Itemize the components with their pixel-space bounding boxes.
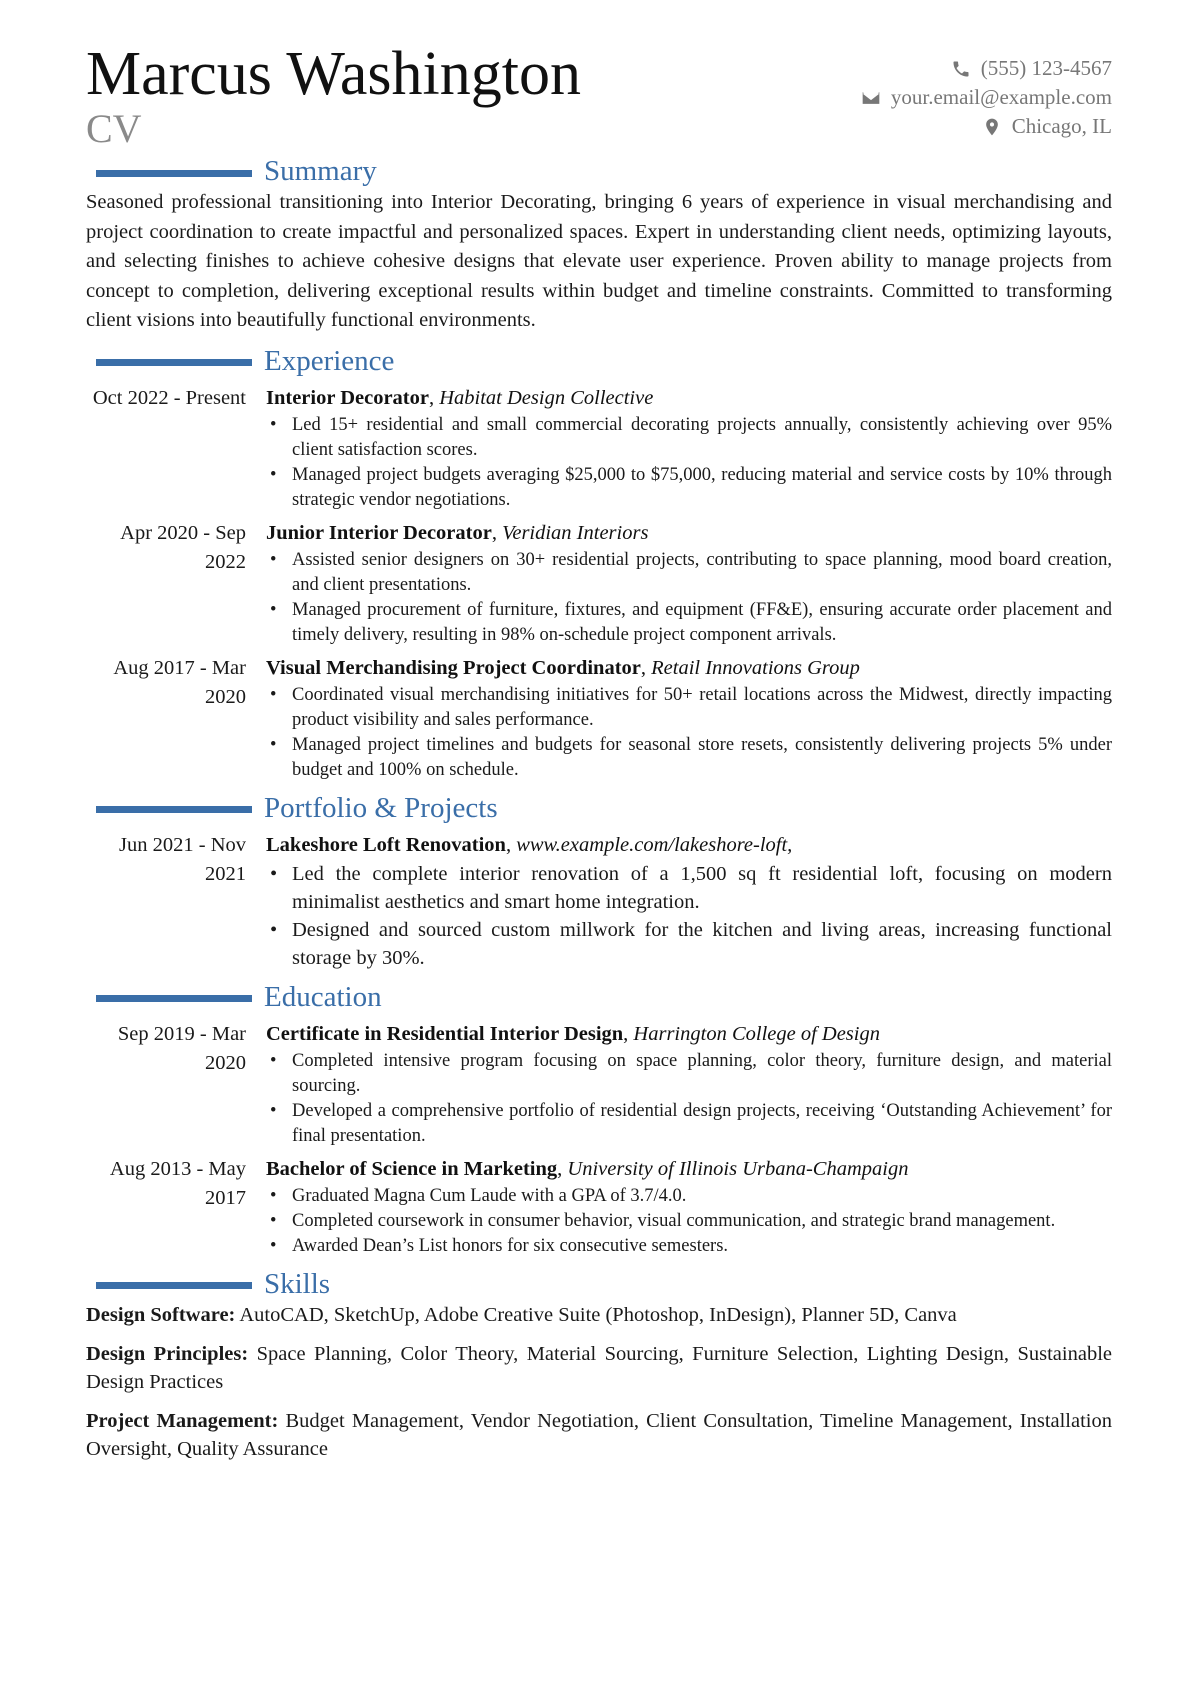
entry-body (266, 384, 1112, 513)
entry-body (266, 831, 1112, 972)
entry-title: Bachelor of Science in Marketing, University of Illinois Urbana-Champaign (266, 1157, 909, 1180)
resume-header (86, 40, 1112, 152)
entry-date: Oct 2022 - Present (92, 386, 246, 409)
entry-title: Certificate in Residential Interior Design, Harrington College of Design (266, 1022, 880, 1045)
entry-role: Lakeshore Loft Renovation (266, 833, 506, 856)
skill-label: Project Management: (86, 1409, 279, 1432)
entry-org: University of Illinois Urbana-Champaign (567, 1157, 909, 1180)
bullet-item: • Developed a comprehensive portfolio of residential design projects, receiving ‘Outstanding Achievement’ for final presentation. (292, 1099, 1112, 1149)
entry-bullets (266, 860, 1112, 972)
bullet-item: • Designed and sourced custom millwork for the kitchen and living areas, increasing functional storage by 30%. (292, 916, 1112, 972)
skill-values: AutoCAD, SketchUp, Adobe Creative Suite (Photoshop, InDesign), Planner 5D, Canva (239, 1303, 957, 1326)
skill-label: Design Software: (86, 1303, 236, 1326)
skill-label: Design Principles: (86, 1342, 249, 1365)
section-title: Experience (264, 344, 395, 377)
candidate-name: Marcus Washington (86, 40, 581, 108)
section-summary-heading (86, 154, 1112, 188)
resume-page (86, 40, 1112, 1474)
entry-body (266, 1155, 1112, 1259)
phone-icon (951, 59, 971, 79)
section-title: Summary (264, 155, 377, 187)
education-entry (86, 1020, 1112, 1149)
project-link[interactable]: www.example.com/lakeshore-loft, (516, 833, 793, 856)
skill-group (86, 1340, 1112, 1396)
entry-bullets (266, 683, 1112, 783)
entry-org: Harrington College of Design (633, 1022, 880, 1045)
entry-org: Habitat Design Collective (439, 386, 654, 409)
location-text: Chicago, IL (1011, 114, 1112, 138)
experience-entry (86, 519, 1112, 648)
phone-text[interactable]: (555) 123-4567 (980, 56, 1112, 80)
experience-entry (86, 384, 1112, 513)
bullet-item: • Graduated Magna Cum Laude with a GPA of 3.7/4.0. (292, 1184, 1112, 1209)
contact-email (861, 83, 1112, 112)
email-link[interactable]: your.email@example.com (890, 85, 1112, 109)
bullet-item: • Coordinated visual merchandising initiatives for 50+ retail locations across the Midwest, directly impacting product visibility and sales performance. (292, 683, 1112, 733)
section-accent-bar (96, 359, 252, 366)
entry-bullets (266, 413, 1112, 513)
entry-role: Interior Decorator (266, 386, 429, 409)
entry-role: Bachelor of Science in Marketing (266, 1157, 558, 1180)
skills-list (86, 1301, 1112, 1463)
bullet-item: • Managed project timelines and budgets for seasonal store resets, consistently delivering projects 5% under budget and 100% on schedule. (292, 733, 1112, 783)
entry-org: Retail Innovations Group (651, 656, 860, 679)
section-accent-bar (96, 995, 252, 1002)
bullet-item: • Completed intensive program focusing on space planning, color theory, furniture design, and material sourcing. (292, 1049, 1112, 1099)
section-experience-heading (86, 344, 1112, 378)
section-accent-bar (96, 170, 252, 177)
contact-block (861, 54, 1112, 141)
skill-values: Budget Management, Vendor Negotiation, Client Consultation, Timeline Management, Installation Oversight, Quality Assurance (86, 1409, 1112, 1460)
bullet-item: • Led the complete interior renovation of a 1,500 sq ft residential loft, focusing on modern minimalist aesthetics and smart home integration. (292, 860, 1112, 916)
bullet-item: • Awarded Dean’s List honors for six consecutive semesters. (292, 1234, 1112, 1259)
section-portfolio-heading (86, 791, 1112, 825)
section-education-heading (86, 980, 1112, 1014)
education-entry (86, 1155, 1112, 1259)
map-pin-icon (982, 117, 1002, 137)
section-title: Education (264, 980, 382, 1013)
entry-body (266, 654, 1112, 783)
entry-body (266, 519, 1112, 648)
bullet-item: • Managed procurement of furniture, fixtures, and equipment (FF&E), ensuring accurate order placement and timely delivery, resulting in 98% on-schedule project component arrivals. (292, 598, 1112, 648)
entry-role: Certificate in Residential Interior Design (266, 1022, 624, 1045)
entry-bullets (266, 1184, 1112, 1259)
skill-values: Space Planning, Color Theory, Material Sourcing, Furniture Selection, Lighting Design, Sustainable Design Practices (86, 1342, 1112, 1393)
bullet-item: • Led 15+ residential and small commercial decorating projects annually, consistently achieving over 95% client satisfaction scores. (292, 413, 1112, 463)
section-title: Skills (264, 1267, 331, 1300)
entry-date: Aug 2017 - Mar 2020 (113, 656, 246, 708)
entry-date: Sep 2019 - Mar 2020 (117, 1022, 246, 1074)
entry-title: Junior Interior Decorator, Veridian Interiors (266, 521, 649, 544)
envelope-icon (861, 88, 881, 108)
entry-date: Apr 2020 - Sep 2022 (120, 521, 246, 573)
portfolio-entry (86, 831, 1112, 972)
contact-location (861, 112, 1112, 141)
bullet-item: • Completed coursework in consumer behavior, visual communication, and strategic brand management. (292, 1209, 1112, 1234)
contact-phone (861, 54, 1112, 83)
skill-group (86, 1301, 1112, 1329)
entry-role: Junior Interior Decorator (266, 521, 492, 544)
entry-title: Interior Decorator, Habitat Design Collective (266, 386, 654, 409)
section-title: Portfolio & Projects (264, 791, 498, 824)
experience-entry (86, 654, 1112, 783)
entry-title: Visual Merchandising Project Coordinator, Retail Innovations Group (266, 656, 860, 679)
bullet-item: • Managed project budgets averaging $25,000 to $75,000, reducing material and service costs by 10% through strategic vendor negotiations. (292, 463, 1112, 513)
summary-text: Seasoned professional transitioning into Interior Decorating, bringing 6 years of experience in visual merchandising and project coordination to create impactful and personalized spaces. Expert in understanding client needs, optimizing layouts, and selecting finishes to achieve cohesive designs that elevate user experience. Proven ability to manage projects from concept to completion, delivering exceptional results within budget and timeline constraints. Committed to transforming client visions into beautifully functional environments. (86, 191, 1112, 331)
document-subtitle: CV (86, 106, 142, 151)
bullet-item: • Assisted senior designers on 30+ residential projects, contributing to space planning, mood board creation, and client presentations. (292, 548, 1112, 598)
entry-title: Lakeshore Loft Renovation, www.example.com/lakeshore-loft, (266, 833, 793, 856)
entry-date: Jun 2021 - Nov 2021 (119, 833, 246, 885)
skill-group (86, 1407, 1112, 1463)
entry-org: Veridian Interiors (502, 521, 649, 544)
entry-bullets (266, 548, 1112, 648)
entry-role: Visual Merchandising Project Coordinator (266, 656, 641, 679)
section-accent-bar (96, 806, 252, 813)
section-accent-bar (96, 1282, 252, 1289)
entry-body (266, 1020, 1112, 1149)
section-skills-heading (86, 1267, 1112, 1301)
entry-date: Aug 2013 - May 2017 (109, 1157, 246, 1209)
entry-bullets (266, 1049, 1112, 1149)
